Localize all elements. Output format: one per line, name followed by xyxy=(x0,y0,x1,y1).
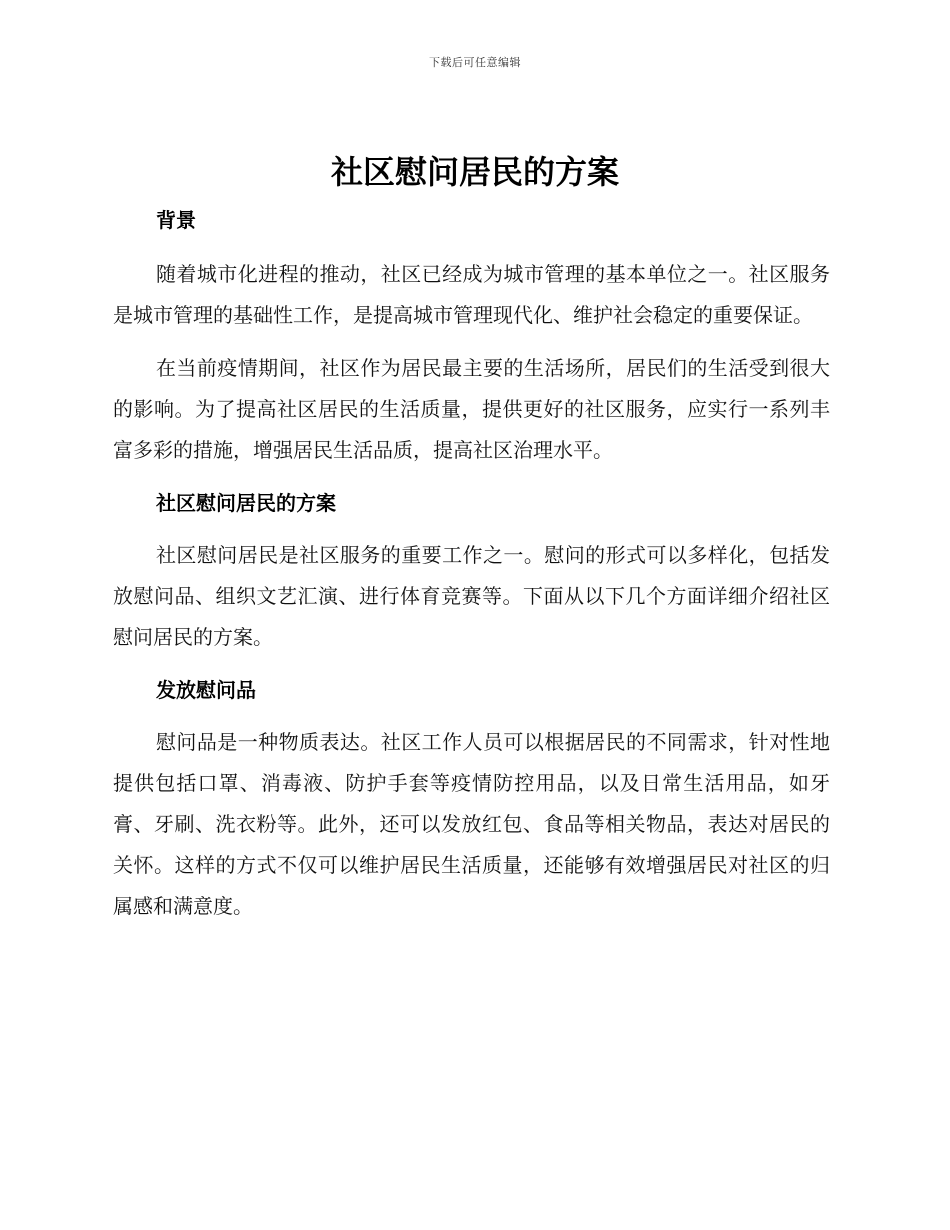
paragraph-plan-1: 社区慰问居民是社区服务的重要工作之一。慰问的形式可以多样化，包括发放慰问品、组织文艺汇演、进行体育竞赛等。下面从以下几个方面详细介绍社区慰问居民的方案。 xyxy=(113,543,830,649)
paragraph-background-1: 随着城市化进程的推动，社区已经成为城市管理的基本单位之一。社区服务是城市管理的基础性工作，是提高城市管理现代化、维护社会稳定的重要保证。 xyxy=(113,262,830,327)
paragraph-gifts-1: 慰问品是一种物质表达。社区工作人员可以根据居民的不同需求，针对性地提供包括口罩、消毒液、防护手套等疫情防控用品，以及日常生活用品，如牙膏、牙刷、洗衣粉等。此外，还可以发放红包、食品等相关物品，表达对居民的关怀。这样的方式不仅可以维护居民生活质量，还能够有效增强居民对社区的归属感和满意度。 xyxy=(113,730,830,918)
header-note: 下载后可任意编辑 xyxy=(429,56,521,69)
section-heading-plan: 社区慰问居民的方案 xyxy=(156,491,336,515)
paragraph-background-2: 在当前疫情期间，社区作为居民最主要的生活场所，居民们的生活受到很大的影响。为了提高社区居民的生活质量，提供更好的社区服务，应实行一系列丰富多彩的措施，增强居民生活品质，提高社区治理水平。 xyxy=(113,356,830,462)
document-title: 社区慰问居民的方案 xyxy=(330,153,619,191)
section-heading-background: 背景 xyxy=(156,208,196,232)
document-body xyxy=(113,200,830,927)
section-heading-gifts: 发放慰问品 xyxy=(156,678,256,702)
